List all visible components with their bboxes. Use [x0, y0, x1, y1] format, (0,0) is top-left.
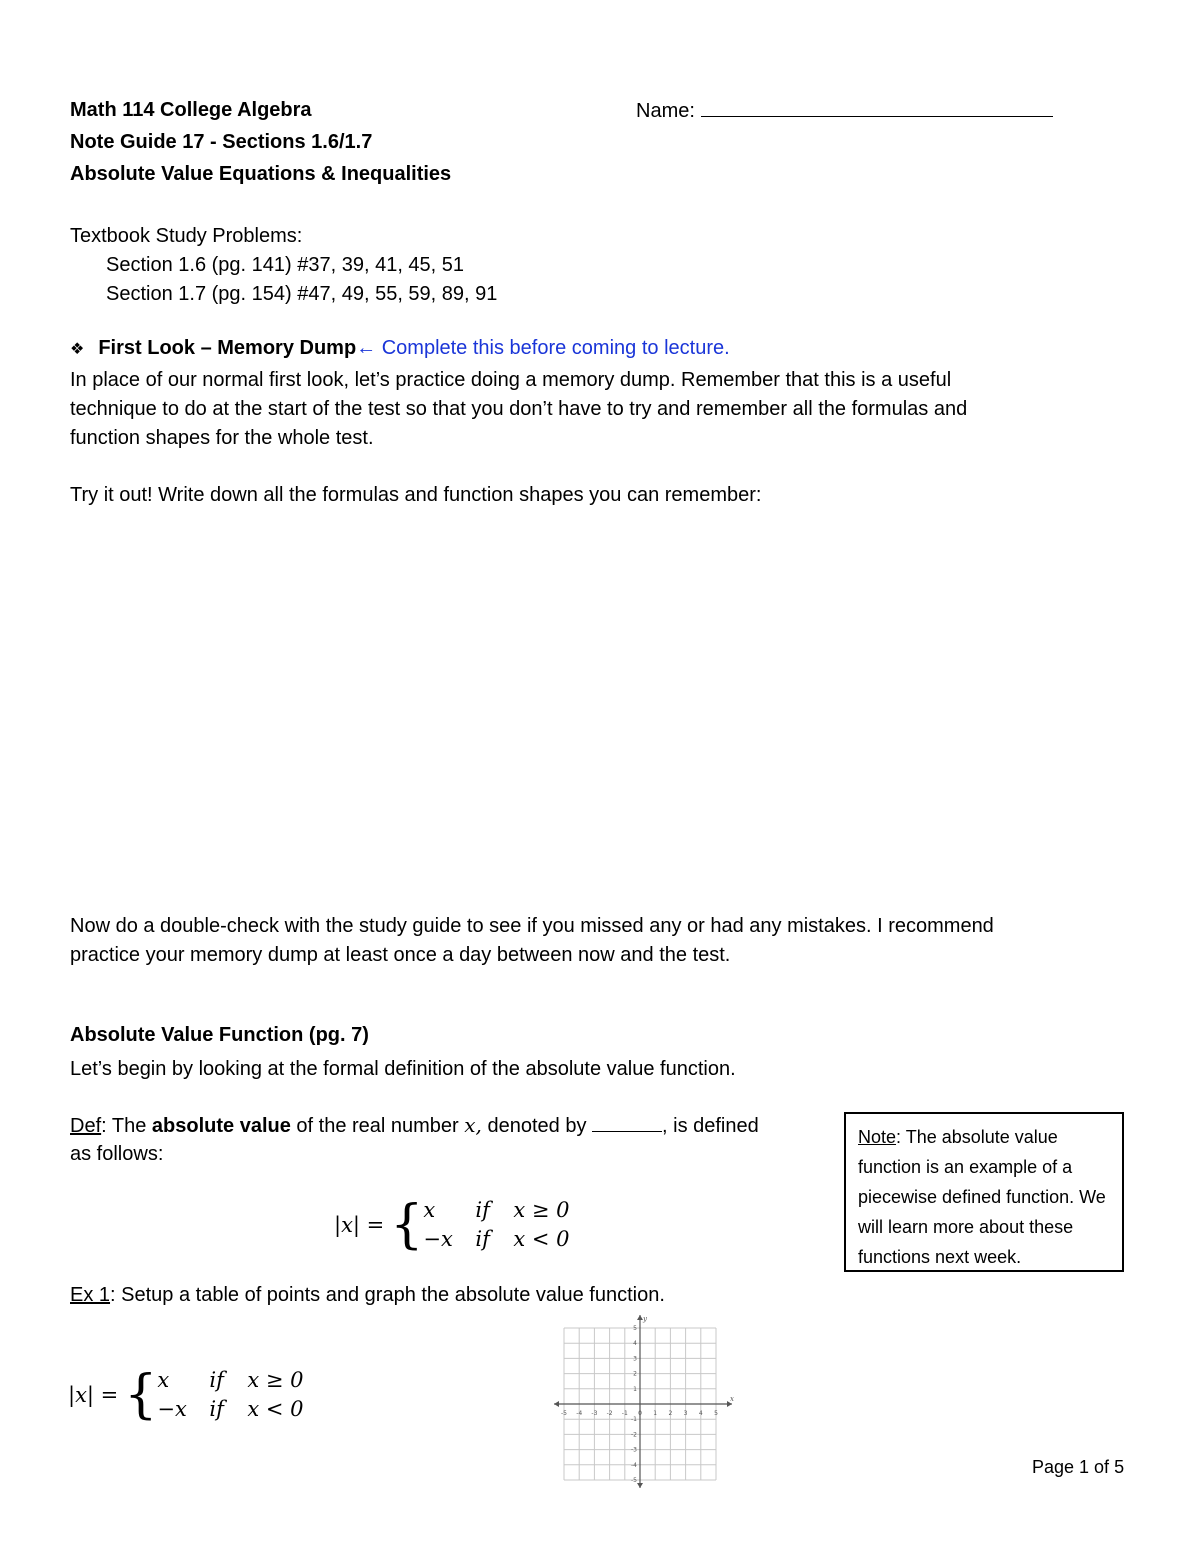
grid-labels: [561, 1315, 734, 1484]
memory-dump-space[interactable]: [70, 515, 1130, 905]
abs-section-intro: Let’s begin by looking at the formal definition of the absolute value function.: [70, 1058, 736, 1080]
note-guide-title: Note Guide 17 - Sections 1.6/1.7: [70, 131, 373, 153]
grid-axes: [554, 1315, 732, 1488]
y-axis-label: y: [643, 1315, 647, 1323]
double-check-line-1: Now do a double-check with the study guide to see if you missed any or had any mistakes. I recommend: [70, 915, 994, 937]
def-text-denoted: denoted by: [481, 1115, 587, 1137]
case2-if: if: [475, 1227, 490, 1251]
formula-lhs: |x| =: [334, 1213, 385, 1237]
note-label: Note: [858, 1127, 897, 1147]
def-text-pre: : The: [101, 1115, 152, 1137]
y-tick-label: 3: [633, 1355, 637, 1363]
abs-definition-formula: [334, 1195, 583, 1255]
x-tick-label: -3: [591, 1410, 598, 1417]
x-tick-label: 2: [668, 1410, 673, 1417]
notation-blank[interactable]: [592, 1113, 662, 1132]
x-tick-label: 4: [698, 1410, 703, 1417]
case1-expr-2: x: [157, 1368, 170, 1392]
y-tick-label: -4: [631, 1461, 637, 1469]
name-blank-line[interactable]: [701, 96, 1053, 117]
note-box: [844, 1112, 1124, 1272]
y-tick-label: -1: [631, 1416, 637, 1424]
x-axis-label: x: [730, 1395, 734, 1403]
formula-lhs-2: |x| =: [68, 1383, 119, 1407]
case1-cond: x ≥ 0: [513, 1198, 570, 1222]
example-1: [70, 1281, 665, 1310]
study-heading: Textbook Study Problems:: [70, 225, 303, 247]
first-look-instruction: ← Complete this before coming to lecture.: [356, 337, 730, 359]
ex1-label: Ex 1: [70, 1284, 111, 1306]
def-text-post: , is defined: [662, 1115, 759, 1137]
coordinate-grid[interactable]: [552, 1312, 737, 1492]
ex1-text: : Setup a table of points and graph the absolute value function.: [110, 1284, 665, 1306]
diamond-bullet-icon: ❖: [70, 339, 85, 358]
y-tick-label: 5: [633, 1325, 637, 1332]
def-term: absolute value: [151, 1115, 291, 1137]
x-tick-label: 0: [638, 1410, 642, 1417]
y-tick-label: 4: [633, 1340, 637, 1348]
x-tick-label: 3: [683, 1410, 688, 1417]
def-label: Def: [70, 1115, 102, 1137]
abs-formula-example: [68, 1365, 317, 1425]
y-tick-label: -3: [631, 1446, 637, 1454]
name-field[interactable]: [636, 96, 1053, 126]
definition-line-1: [70, 1111, 759, 1141]
first-look-heading: [70, 334, 730, 363]
page-number: Page 1 of 5: [1032, 1457, 1125, 1477]
study-line-2: Section 1.7 (pg. 154) #47, 49, 55, 59, 89, 91: [106, 283, 498, 305]
y-arrow-down-icon: [637, 1483, 643, 1488]
try-it-prompt: Try it out! Write down all the formulas and function shapes you can remember:: [70, 484, 762, 506]
case2-cond: x < 0: [513, 1227, 570, 1251]
double-check-line-2: practice your memory dump at least once a day between now and the test.: [70, 944, 731, 966]
case1-cond-2: x ≥ 0: [247, 1368, 304, 1392]
def-text-mid: of the real number: [290, 1115, 465, 1137]
definition-line-2: as follows:: [70, 1143, 164, 1165]
def-variable: x,: [464, 1113, 482, 1137]
case2-expr-2: −x: [157, 1397, 187, 1421]
study-line-1: Section 1.6 (pg. 141) #37, 39, 41, 45, 51: [106, 254, 465, 276]
x-tick-label: -2: [606, 1410, 613, 1417]
course-title: Math 114 College Algebra: [70, 99, 312, 121]
x-arrow-left-icon: [554, 1401, 559, 1407]
case1-if: if: [475, 1198, 490, 1222]
left-brace: {: [390, 1195, 424, 1255]
name-label: Name:: [636, 100, 695, 122]
topic-title: Absolute Value Equations & Inequalities: [70, 163, 452, 185]
case2-if-2: if: [209, 1397, 224, 1421]
note-text: : The absolute value function is an example of a piecewise defined function. We will learn more about these functions next week.: [858, 1127, 1106, 1267]
x-tick-label: -4: [576, 1410, 583, 1417]
y-tick-label: 2: [633, 1370, 637, 1378]
first-look-title: First Look – Memory Dump: [98, 337, 357, 359]
x-tick-label: -5: [561, 1410, 567, 1417]
case2-expr: −x: [423, 1227, 453, 1251]
abs-section-heading: Absolute Value Function (pg. 7): [70, 1024, 369, 1046]
x-tick-label: 5: [714, 1410, 718, 1417]
y-tick-label: -2: [631, 1431, 637, 1439]
case1-if-2: if: [209, 1368, 224, 1392]
y-tick-label: -5: [631, 1477, 637, 1484]
first-look-para-line-2: technique to do at the start of the test so that you don’t have to try and remember all the formulas and: [70, 398, 968, 420]
first-look-para-line-3: function shapes for the whole test.: [70, 427, 374, 449]
case2-cond-2: x < 0: [247, 1397, 304, 1421]
formula-cases: [423, 1196, 583, 1254]
formula-cases-2: [157, 1366, 317, 1424]
case1-expr: x: [423, 1198, 436, 1222]
left-brace-2: {: [124, 1365, 158, 1425]
x-tick-label: 1: [653, 1410, 658, 1417]
x-tick-label: -1: [621, 1410, 628, 1417]
y-tick-label: 1: [633, 1385, 637, 1393]
first-look-para-line-1: In place of our normal first look, let’s practice doing a memory dump. Remember that this is a useful: [70, 369, 952, 391]
